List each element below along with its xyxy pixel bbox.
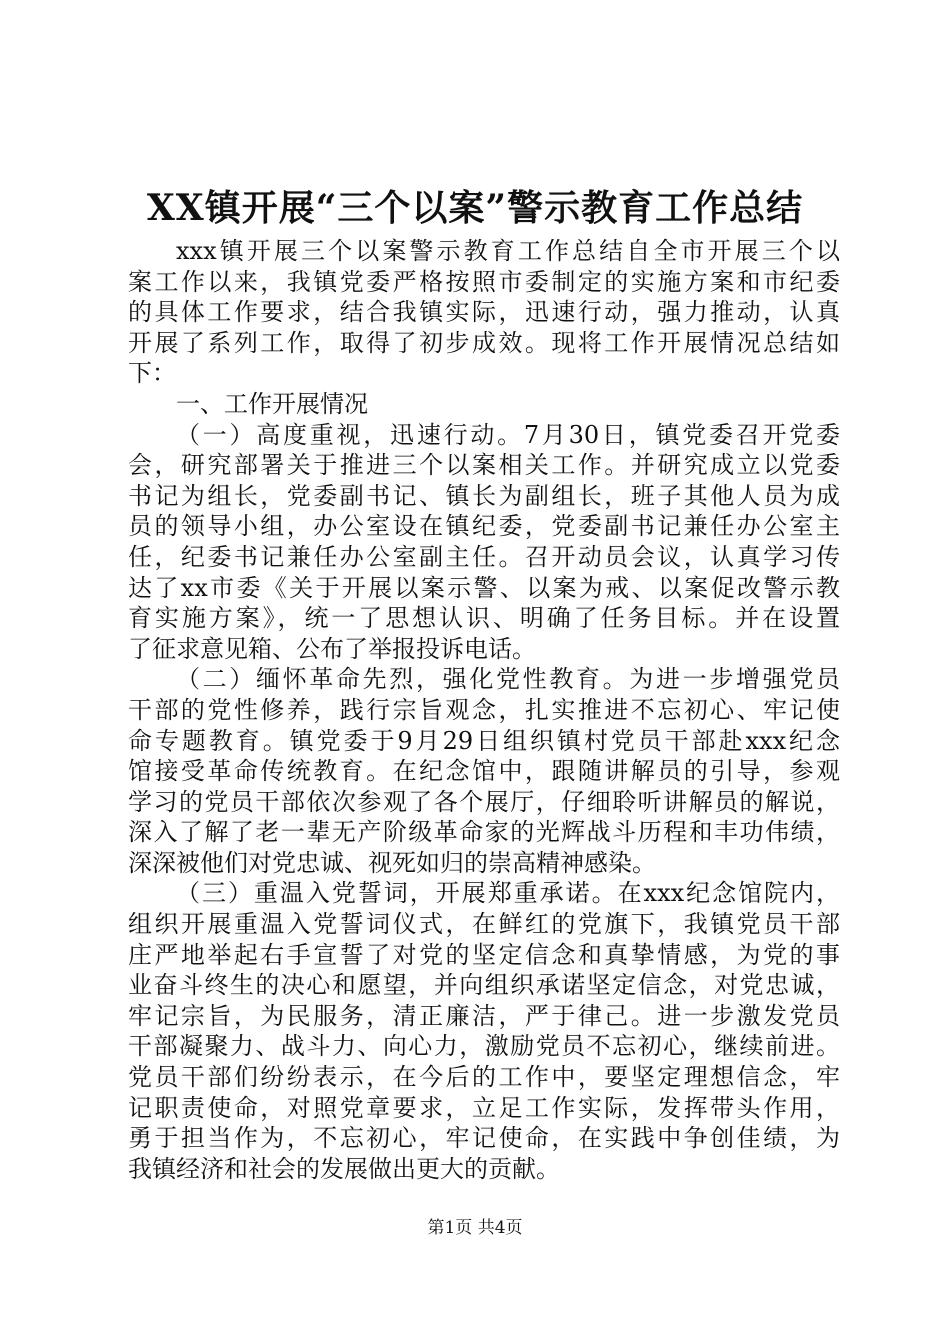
text-line: 深入了解了老一辈无产阶级革命家的光辉战斗历程和丰功伟绩，	[128, 818, 840, 847]
text-line: 干部凝聚力、战斗力、向心力，激励党员不忘初心，继续前进。	[128, 1032, 840, 1061]
text-line: 开展了系列工作，取得了初步成效。现将工作开展情况总结如	[128, 328, 840, 357]
document-title: XX镇开展“三个以案”警示教育工作总结	[146, 187, 804, 229]
text-line: 案工作以来，我镇党委严格按照市委制定的实施方案和市纪委	[128, 267, 840, 296]
text-line: 一、工作开展情况	[176, 389, 368, 418]
page-footer: 第1页 共4页	[427, 1218, 523, 1238]
text-line: （一）高度重视，迅速行动。7月30日，镇党委召开党委	[176, 420, 840, 449]
text-line: 记职责使命，对照党章要求，立足工作实际，发挥带头作用，	[128, 1093, 840, 1122]
text-line: 命专题教育。镇党委于9月29日组织镇村党员干部赴xxx纪念	[128, 726, 840, 755]
text-line: xxx镇开展三个以案警示教育工作总结自全市开展三个以	[176, 237, 840, 265]
text-line: 员的领导小组，办公室设在镇纪委，党委副书记兼任办公室主	[128, 512, 840, 541]
text-line: （三）重温入党誓词，开展郑重承诺。在xxx纪念馆院内，	[176, 879, 840, 908]
document-body	[128, 236, 840, 1184]
text-line: 书记为组长，党委副书记、镇长为副组长，班子其他人员为成	[128, 481, 840, 510]
text-line: 育实施方案》，统一了思想认识、明确了任务目标。并在设置	[128, 604, 840, 633]
text-line: 牢记宗旨，为民服务，清正廉洁，严于律己。进一步激发党员	[128, 1001, 840, 1030]
text-line: 深深被他们对党忠诚、视死如归的崇高精神感染。	[128, 848, 656, 877]
text-line: 下：	[128, 359, 176, 388]
text-line: 学习的党员干部依次参观了各个展厅，仔细聆听讲解员的解说，	[128, 787, 840, 816]
text-line: 庄严地举起右手宣誓了对党的坚定信念和真挚情感，为党的事	[128, 940, 840, 969]
text-line: 馆接受革命传统教育。在纪念馆中，跟随讲解员的引导，参观	[128, 757, 840, 786]
text-line: 会，研究部署关于推进三个以案相关工作。并研究成立以党委	[128, 451, 840, 480]
text-line: 党员干部们纷纷表示，在今后的工作中，要坚定理想信念，牢	[128, 1063, 840, 1092]
text-line: 达了xx市委《关于开展以案示警、以案为戒、以案促改警示教	[128, 573, 840, 602]
text-line: 组织开展重温入党誓词仪式，在鲜红的党旗下，我镇党员干部	[128, 910, 840, 939]
text-line: 干部的党性修养，践行宗旨观念，扎实推进不忘初心、牢记使	[128, 695, 840, 724]
text-line: 我镇经济和社会的发展做出更大的贡献。	[128, 1154, 560, 1183]
text-line: （二）缅怀革命先烈，强化党性教育。为进一步增强党员	[176, 665, 840, 694]
text-line: 的具体工作要求，结合我镇实际，迅速行动，强力推动，认真	[128, 298, 840, 327]
text-line: 业奋斗终生的决心和愿望，并向组织承诺坚定信念，对党忠诚，	[128, 971, 840, 1000]
text-line: 勇于担当作为，不忘初心，牢记使命，在实践中争创佳绩，为	[128, 1124, 840, 1153]
text-line: 了征求意见箱、公布了举报投诉电话。	[128, 634, 536, 663]
text-line: 任，纪委书记兼任办公室副主任。召开动员会议，认真学习传	[128, 542, 840, 571]
